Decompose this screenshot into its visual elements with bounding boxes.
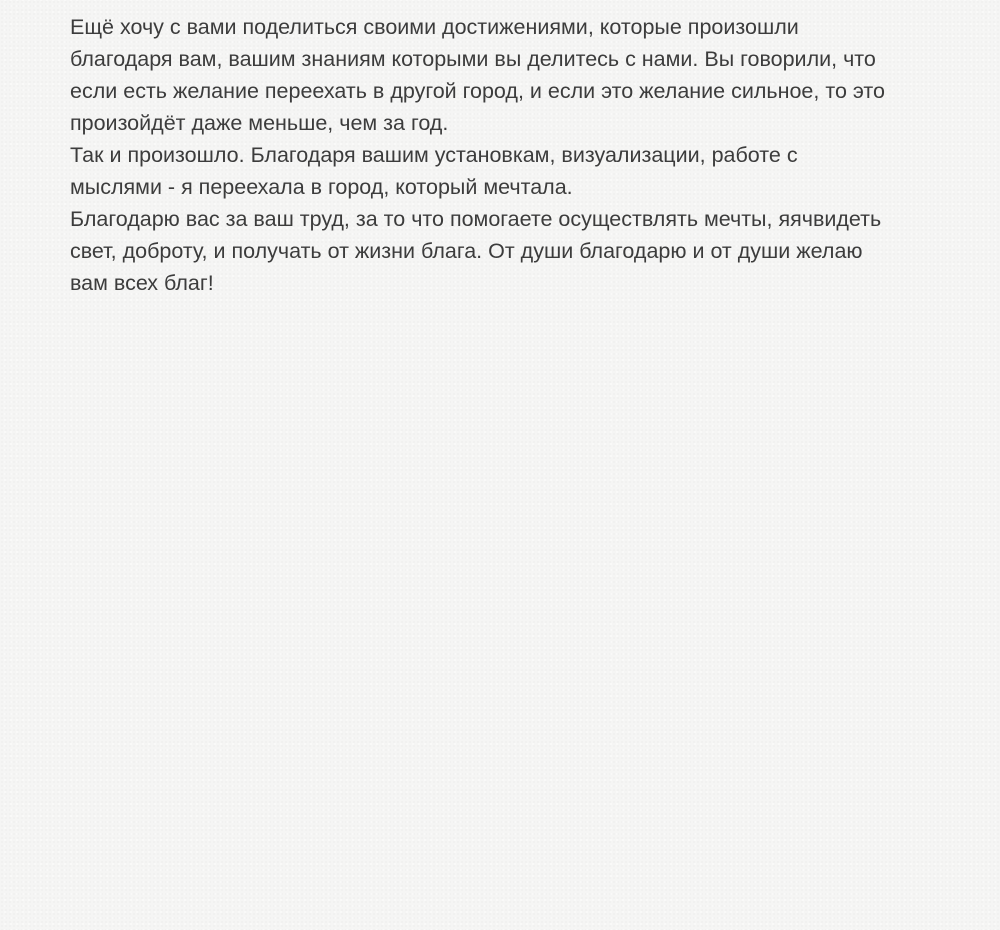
note-line-9: вам всех благ! — [70, 271, 214, 295]
note-line-4: произойдёт даже меньше, чем за год. — [70, 111, 449, 135]
note-line-8: свет, доброту, и получать от жизни блага. От души благодарю и от души желаю — [70, 239, 863, 263]
note-line-6: мыслями - я переехала в город, который мечтала. — [70, 175, 573, 199]
note-body-text[interactable] — [70, 11, 950, 299]
note-line-3: если есть желание переехать в другой город, и если это желание сильное, то это — [70, 79, 885, 103]
note-line-2: благодаря вам, вашим знаниям которыми вы делитесь с нами. Вы говорили, что — [70, 47, 876, 71]
note-line-5: Так и произошло. Благодаря вашим установкам, визуализации, работе с — [70, 143, 798, 167]
note-line-1: Ещё хочу с вами поделиться своими достижениями, которые произошли — [70, 15, 799, 39]
note-line-7: Благодарю вас за ваш труд, за то что помогаете осуществлять мечты, яячвидеть — [70, 207, 882, 231]
